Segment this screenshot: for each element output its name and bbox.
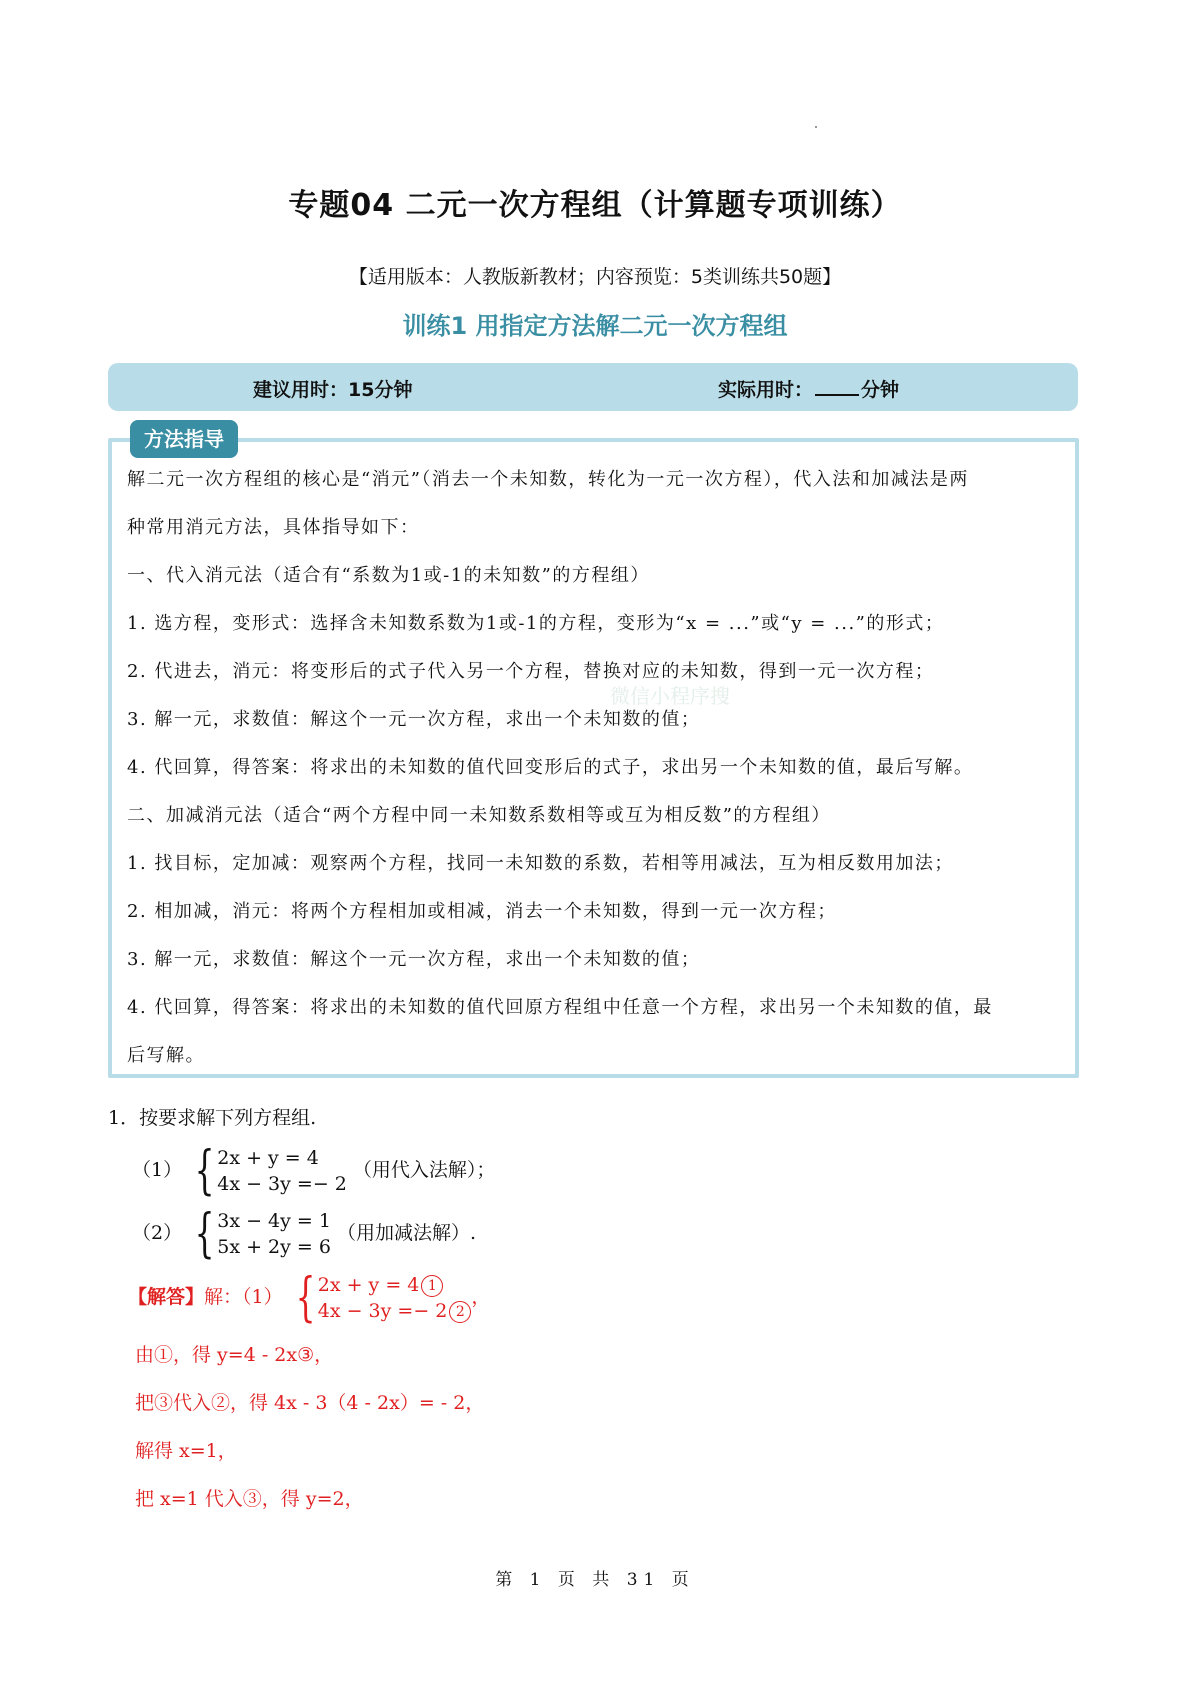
method-line: 种常用消元方法，具体指导如下： (127, 517, 420, 538)
stray-dot (815, 126, 817, 128)
method-line: 解二元一次方程组的核心是“消元”（消去一个未知数，转化为一元一次方程），代入法和加减法是两 (127, 469, 969, 490)
part-label: （1） (132, 1159, 183, 1181)
brace-icon: { (194, 1204, 215, 1264)
method-line: 3. 解一元，求数值：解这个一元一次方程，求出一个未知数的值； (127, 949, 701, 970)
part-note: （用加减法解）. (337, 1222, 477, 1244)
answer-block (128, 1268, 491, 1328)
equation: 2x + y = 4 (317, 1274, 420, 1296)
page-footer: 第 1 页 共 31 页 (495, 1570, 695, 1590)
suggested-time: 建议用时：15分钟 (253, 379, 413, 401)
method-line: 2. 相加减，消元：将两个方程相加或相减，消去一个未知数，得到一元一次方程； (127, 901, 837, 922)
method-line: 后写解。 (127, 1045, 205, 1066)
equation: 2x + y = 4 (217, 1147, 319, 1169)
question-part-2 (132, 1204, 477, 1264)
answer-step: 把③代入②，得 4x - 3（4 - 2x）= - 2， (135, 1392, 485, 1414)
method-line: 二、加减消元法（适合“两个方程中同一未知数系数相等或互为相反数”的方程组） (127, 805, 831, 826)
method-line: 4. 代回算，得答案：将求出的未知数的值代回原方程组中任意一个方程，求出另一个未知数的值，最 (127, 997, 993, 1018)
equation: 5x + 2y = 6 (217, 1236, 331, 1258)
answer-step: 把 x=1 代入③，得 y=2， (135, 1488, 364, 1510)
document-title: 专题04 二元一次方程组（计算题专项训练） (288, 188, 902, 223)
time-bar (108, 363, 1078, 411)
circled-number-icon: 2 (449, 1301, 471, 1323)
brace-icon: { (194, 1141, 215, 1201)
method-line: 1. 选方程，变形式：选择含未知数系数为1或-1的方程，变形为“x = ...”或“y = ...”的形式； (127, 613, 945, 634)
question-part-1 (132, 1141, 496, 1201)
watermark: 微信小程序搜 (610, 684, 730, 708)
method-line: 2. 代进去，消元：将变形后的式子代入另一个方程，替换对应的未知数，得到一元一次方程； (127, 661, 935, 682)
equation: 4x − 3y =− 2 (217, 1173, 347, 1195)
method-line: 4. 代回算，得答案：将求出的未知数的值代回变形后的式子，求出另一个未知数的值，最后写解。 (127, 757, 974, 778)
method-line: 一、代入消元法（适合有“系数为1或-1的未知数”的方程组） (127, 565, 650, 586)
actual-time-blank[interactable] (815, 376, 859, 396)
brace-icon: { (295, 1268, 316, 1328)
method-line: 1. 找目标，定加减：观察两个方程，找同一未知数的系数，若相等用减法，互为相反数用加法； (127, 853, 954, 874)
equation-system (188, 1141, 347, 1201)
answer-comma: ， (471, 1286, 491, 1308)
actual-time-suffix: 分钟 (861, 379, 900, 401)
method-line: 3. 解一元，求数值：解这个一元一次方程，求出一个未知数的值； (127, 709, 701, 730)
answer-step: 由①，得 y=4 - 2x③， (135, 1344, 334, 1366)
method-guide-tab: 方法指导 (130, 420, 238, 458)
actual-time (718, 375, 899, 402)
equation: 4x − 3y =− 2 (317, 1300, 448, 1322)
circled-number-icon: 1 (421, 1275, 443, 1297)
answer-tag: 【解答】 (128, 1286, 205, 1308)
part-note: （用代入法解）； (352, 1159, 496, 1181)
part-label: （2） (132, 1222, 183, 1244)
actual-time-prefix: 实际用时： (718, 379, 814, 401)
question-stem: 1．按要求解下列方程组. (108, 1107, 317, 1129)
section-heading: 训练1 用指定方法解二元一次方程组 (402, 312, 788, 340)
answer-equation-system (289, 1268, 472, 1328)
answer-step: 解得 x=1， (135, 1440, 237, 1462)
equation-system (188, 1204, 331, 1264)
document-subtitle: 【适用版本：人教版新教材；内容预览：5类训练共50题】 (348, 266, 842, 288)
answer-intro: 解：（1） (204, 1286, 283, 1308)
equation: 3x − 4y = 1 (217, 1210, 331, 1232)
